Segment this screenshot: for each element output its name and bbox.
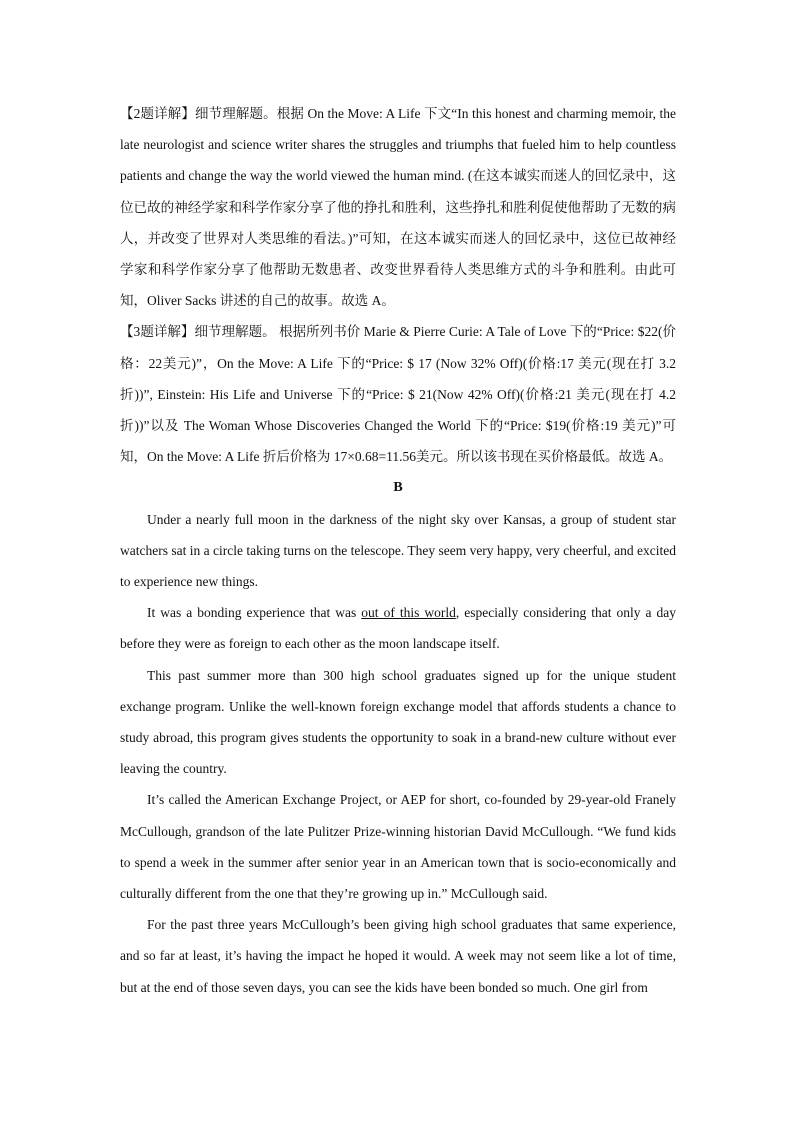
passage-paragraph-2 — [120, 597, 676, 659]
section-heading: B — [393, 480, 403, 496]
underlined-phrase: out of this world — [361, 605, 456, 621]
document-page — [120, 98, 676, 1003]
passage-paragraph-1: Under a nearly full moon in the darkness of the night sky over Kansas, a group of student star watchers sat in a circle taking turns on the telescope. They seem very happy, very cheerful, and excited to experience new things. — [120, 511, 676, 590]
paragraph-2-text-before: It was a bonding experience that was — [147, 605, 362, 621]
q3-explanation: 【3题详解】细节理解题。 根据所列书价 Marie & Pierre Curie: A Tale of Love 下的“Price: $22(价格：22美元)”，On the Move: A Life 下的“Price: $ 17 (Now 32% Off)(价格:17 美元(现在打 3.2 折))”, Einstein: His Life and Universe 下的“Price: $ 21(Now 42% Off)(价格:21 美元(现在打 4.2 折))”以及 The Woman Whose Discoveries Changed the World 下的“Price: $19(价格:19 美元)”可知，On the Move: A Life 折后价格为 17×0.68=11.56美元。所以该书现在买价格最低。故选 A。 — [120, 324, 676, 465]
passage-paragraph-4: It’s called the American Exchange Project, or AEP for short, co-founded by 29-year-old Franely McCullough, grandson of the late Pulitzer Prize-winning historian David McCullough. “We fund kids to spend a week in the summer after senior year in an American town that is socio-economically and culturally different from the one that they’re growing up in.” McCullough said. — [120, 792, 676, 902]
passage-paragraph-3: This past summer more than 300 high school graduates signed up for the unique student exchange program. Unlike the well-known foreign exchange model that affords students a chance to study abroad, this program gives students the opportunity to soak in a brand-new culture without ever leaving the country. — [120, 667, 676, 777]
paragraph-2-text-after: , especially considering that only a day before they were as foreign to each other as the moon landscape itself. — [120, 605, 676, 652]
passage-paragraph-5: For the past three years McCullough’s been giving high school graduates that same experience, and so far at least, it’s having the impact he hoped it would. A week may not seem like a lot of time, but at the end of those seven days, you can see the kids have been bonded so much. One girl from — [120, 917, 676, 995]
q2-explanation: 【2题详解】细节理解题。根据 On the Move: A Life 下文“In this honest and charming memoir, the late neurologist and science writer shares the struggles and triumphs that fueled him to help countless patients and change the way the world viewed the human mind. (在这本诚实而迷人的回忆录中，这位已故的神经学家和科学作家分享了他的挣扎和胜利，这些挣扎和胜利促使他帮助了无数的病人，并改变了世界对人类思维的看法。)”可知，在这本诚实而迷人的回忆录中，这位已故神经学家和科学作家分享了他帮助无数患者、改变世界看待人类思维方式的斗争和胜利。由此可知，Oliver Sacks 讲述的自己的故事。故选 A。 — [120, 106, 676, 309]
